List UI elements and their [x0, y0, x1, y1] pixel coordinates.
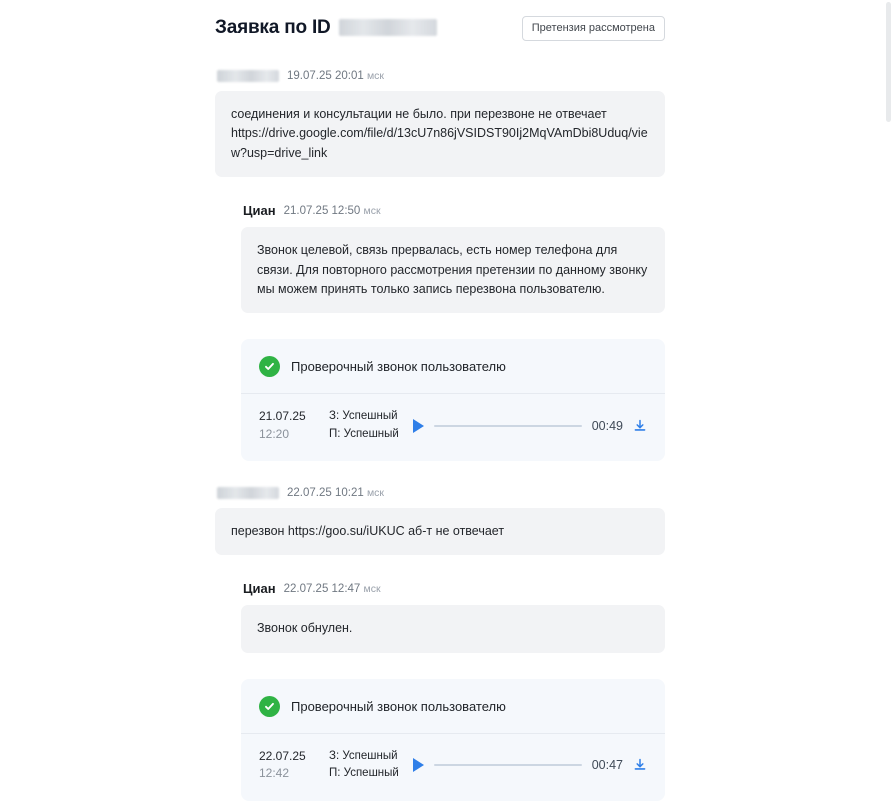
timezone-label: мск	[363, 204, 381, 217]
call-status-line: З: Успешный	[329, 749, 398, 762]
message-timestamp	[284, 205, 381, 217]
redacted-ticket-id	[339, 19, 437, 36]
message-timestamp	[284, 583, 381, 595]
call-time: 12:42	[259, 766, 290, 781]
message-time-text: 21.07.25 12:50	[283, 204, 361, 217]
call-card-body	[241, 394, 665, 461]
audio-progress-track[interactable]	[434, 764, 582, 766]
call-record-card	[241, 679, 665, 801]
call-date: 21.07.25	[259, 409, 306, 424]
call-status-line: З: Успешный	[329, 410, 398, 423]
call-datetime	[259, 408, 325, 443]
audio-duration: 00:49	[591, 418, 623, 433]
ticket-container	[215, 0, 665, 801]
message-bubble: Звонок обнулен.	[241, 605, 665, 652]
call-datetime	[259, 748, 325, 783]
timezone-label: мск	[366, 487, 385, 500]
message-time-text: 19.07.25 20:01	[287, 70, 364, 82]
message-timestamp	[287, 487, 384, 499]
message-item	[241, 203, 665, 313]
call-record-card	[241, 339, 665, 461]
page-title	[215, 17, 437, 39]
download-icon[interactable]	[633, 758, 647, 772]
check-circle-icon	[259, 696, 280, 717]
message-time-text: 22.07.25 10:21	[287, 487, 364, 500]
call-status-line: П: Успешный	[329, 767, 399, 780]
call-date: 22.07.25	[259, 748, 306, 763]
check-circle-icon	[259, 356, 280, 377]
message-time-text: 22.07.25 12:47	[283, 582, 361, 595]
download-icon[interactable]	[633, 419, 647, 433]
status-badge: Претензия рассмотрена	[522, 16, 665, 41]
call-card-title: Проверочный звонок пользователю	[291, 359, 506, 375]
audio-player	[413, 419, 647, 433]
message-header	[215, 487, 665, 499]
page-title-text: Заявка по ID	[215, 17, 331, 38]
call-status-line: П: Успешный	[329, 427, 399, 440]
message-item	[215, 70, 665, 177]
message-author: Циан	[243, 581, 276, 597]
message-bubble: Звонок целевой, связь прервалась, есть номер телефона для связи. Для повторного рассмотрения претензии по данному звонку мы можем принять только запись перезвона пользователю.	[241, 227, 665, 313]
page-header	[215, 0, 665, 44]
play-icon[interactable]	[413, 758, 424, 772]
message-item	[215, 487, 665, 555]
call-card-title: Проверочный звонок пользователю	[291, 698, 506, 714]
redacted-author-name	[217, 70, 279, 82]
message-bubble: соединения и консультации не было. при перезвоне не отвечает https://drive.google.com/file/d/13cU7n86jVSIDST90Ij2MqVAmDbi8Uduq/view?usp=drive_link	[215, 91, 665, 177]
timezone-label: мск	[363, 582, 381, 595]
call-card-body	[241, 734, 665, 801]
message-header	[241, 581, 665, 596]
message-header	[215, 70, 665, 82]
redacted-author-name	[217, 487, 279, 499]
timezone-label: мск	[366, 70, 385, 82]
call-card-header	[241, 679, 665, 734]
message-author: Циан	[243, 203, 276, 219]
message-timestamp	[287, 70, 384, 82]
call-card-header	[241, 339, 665, 394]
audio-duration: 00:47	[591, 758, 623, 773]
message-item	[241, 581, 665, 652]
audio-player	[413, 758, 647, 772]
call-time: 12:20	[259, 426, 290, 441]
call-statuses	[329, 408, 399, 443]
call-statuses	[329, 748, 399, 783]
message-bubble: перезвон https://goo.su/iUKUC аб-т не отвечает	[215, 508, 665, 555]
play-icon[interactable]	[413, 419, 424, 433]
scrollbar[interactable]	[886, 2, 891, 122]
message-header	[241, 203, 665, 218]
audio-progress-track[interactable]	[434, 425, 582, 427]
message-thread	[215, 70, 665, 801]
